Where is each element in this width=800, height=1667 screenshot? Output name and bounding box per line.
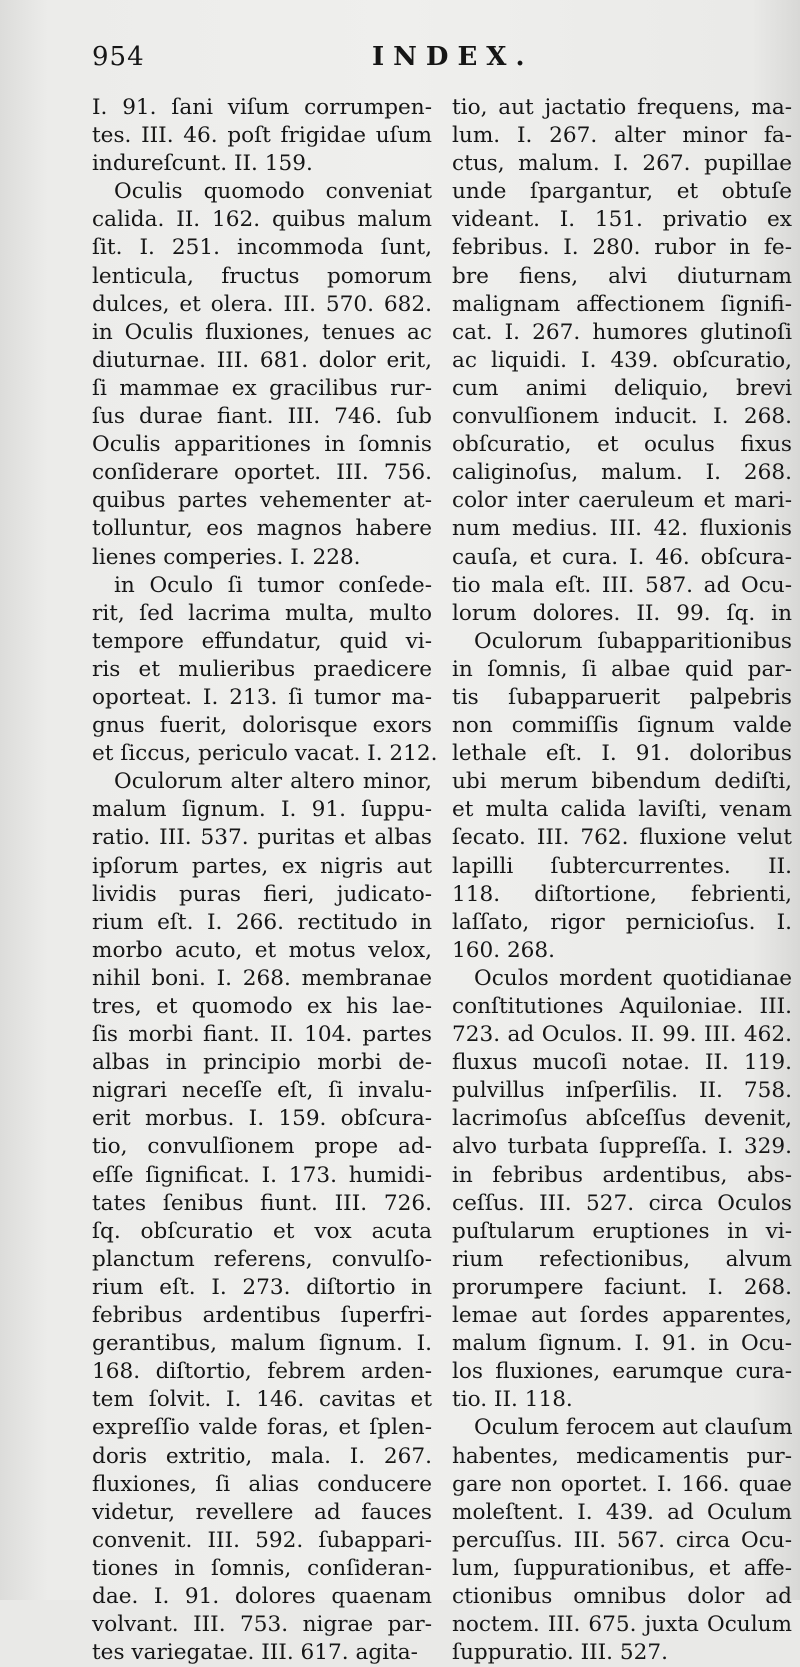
index-line: calida. II. 162. quibus malum xyxy=(92,207,432,233)
index-line: Oculis quomodo conveniat xyxy=(114,179,432,205)
index-line: rium eſt. I. 266. rectitudo in xyxy=(92,909,432,935)
index-line: unde ſpargantur, et obtuſe xyxy=(452,179,792,205)
running-head: INDEX. xyxy=(372,42,534,72)
index-line: tio. II. 118. xyxy=(452,1387,573,1413)
index-line: noctem. III. 675. juxta Oculum xyxy=(452,1612,792,1638)
index-line: planctum referens, convulſo- xyxy=(92,1246,432,1272)
index-columns xyxy=(92,94,793,1666)
index-line: videtur, revellere ad fauces xyxy=(92,1499,432,1525)
index-line: pulvillus inſperſilis. II. 758. xyxy=(452,1078,792,1104)
index-line: lividis puras fieri, judicato- xyxy=(92,881,432,907)
index-line: morbo acuto, et motus velox, xyxy=(92,937,432,963)
index-line: nigrari neceſſe eſt, ſi invalu- xyxy=(92,1078,432,1104)
index-line: gerantibus, malum ſignum. I. xyxy=(92,1331,432,1357)
index-line: tio mala eſt. III. 587. ad Ocu- xyxy=(452,572,792,598)
index-line: color inter caeruleum et mari- xyxy=(452,488,792,514)
index-line: malignam affectionem ſignifi- xyxy=(452,291,792,317)
index-line: lemae aut ſordes apparentes, xyxy=(452,1303,792,1329)
index-line: dulces, et olera. III. 570. 682. xyxy=(92,291,432,317)
index-line: in ſomnis, ſi albae quid par- xyxy=(452,656,792,682)
index-line: tates ſenibus fiunt. III. 726. xyxy=(92,1190,432,1216)
index-line: tes. III. 46. poſt frigidae uſum xyxy=(92,123,432,149)
index-line: lienes comperies. I. 228. xyxy=(92,544,361,570)
index-line: eſſe ſignificat. I. 173. humidi- xyxy=(92,1162,432,1188)
index-line: ſit. I. 251. incommoda ſunt, xyxy=(92,235,432,261)
index-line: Oculum ferocem aut clauſum xyxy=(474,1415,793,1441)
index-line: rium eſt. I. 273. diſtortio in xyxy=(92,1274,432,1300)
index-line: albas in principio morbi de- xyxy=(92,1050,432,1076)
index-line: lethale eſt. I. 91. doloribus xyxy=(452,741,792,767)
index-line: cat. I. 267. humores glutinoſi xyxy=(452,319,792,345)
index-line: ris et mulieribus praedicere xyxy=(92,656,432,682)
index-line: ſi mammae ex gracilibus rur- xyxy=(92,375,432,401)
index-line: tolluntur, eos magnos habere xyxy=(92,516,432,542)
index-line: erit morbus. I. 159. obſcura- xyxy=(92,1106,432,1132)
index-line: rit, ſed lacrima multa, multo xyxy=(92,600,432,626)
index-line: Oculos mordent quotidianae xyxy=(474,965,792,991)
index-line: conſtitutiones Aquiloniae. III. xyxy=(452,994,792,1019)
index-line: in Oculo ſi tumor conſede- xyxy=(114,572,432,598)
index-line: oporteat. I. 213. ſi tumor ma- xyxy=(92,684,432,710)
index-line: malum ſignum. I. 91. in Ocu- xyxy=(452,1331,792,1357)
index-line: Oculis apparitiones in ſomnis xyxy=(92,432,432,458)
index-line: expreſſio valde foras, et ſplen- xyxy=(92,1415,432,1441)
index-line: gnus fuerit, dolorisque exors xyxy=(92,713,432,739)
index-line: ratio. III. 537. puritas et albas xyxy=(92,825,432,851)
index-line: quibus partes vehementer at- xyxy=(92,488,432,514)
index-line: gare non oportet. I. 166. quae xyxy=(452,1471,792,1497)
index-line: percuſſus. III. 567. circa Ocu- xyxy=(452,1527,792,1553)
index-line: ctionibus omnibus dolor ad xyxy=(452,1583,792,1609)
index-line: alvo turbata ſuppreſſa. I. 329. xyxy=(452,1134,792,1160)
index-column-right xyxy=(452,94,792,1667)
index-line: ubi merum bibendum dediſti, xyxy=(452,769,792,795)
index-line: rium refectionibus, alvum xyxy=(452,1246,792,1272)
index-line: lorum dolores. II. 99. ſq. in xyxy=(452,600,792,626)
index-line: convenit. III. 592. ſubappari- xyxy=(92,1527,432,1553)
index-line: num medius. III. 42. fluxionis xyxy=(452,516,792,542)
index-line: cauſa, et cura. I. 46. obſcura- xyxy=(452,544,792,570)
index-line: 723. ad Oculos. II. 99. III. 462. xyxy=(452,1022,792,1048)
index-line: nihil boni. I. 268. membranae xyxy=(92,965,432,991)
index-line: tes variegatae. III. 617. agita- xyxy=(92,1640,418,1666)
index-line: ac liquidi. I. 439. obſcuratio, xyxy=(452,347,792,373)
index-line: habentes, medicamentis pur- xyxy=(452,1443,792,1469)
index-line: tio, convulſionem prope ad- xyxy=(92,1134,432,1160)
index-line: tiones in ſomnis, conſideran- xyxy=(92,1555,432,1581)
index-line: tempore effundatur, quid vi- xyxy=(92,628,432,654)
index-line: doris extritio, mala. I. 267. xyxy=(92,1443,432,1469)
index-line: malum ſignum. I. 91. ſuppu- xyxy=(92,797,432,823)
index-line: ceſſus. III. 527. circa Oculos xyxy=(452,1190,792,1216)
index-line: ſq. obſcuratio et vox acuta xyxy=(92,1218,432,1244)
page-number: 954 xyxy=(92,42,145,72)
index-line: ipſorum partes, ex nigris aut xyxy=(92,853,432,879)
index-line: tem ſolvit. I. 146. cavitas et xyxy=(92,1387,432,1413)
index-line: febribus. I. 280. rubor in fe- xyxy=(452,235,792,261)
index-line: obſcuratio, et oculus fixus xyxy=(452,432,792,458)
index-line: moleſtent. I. 439. ad Oculum xyxy=(452,1499,792,1525)
index-line: Oculorum ſubapparitionibus xyxy=(474,628,792,654)
index-line: lenticula, fructus pomorum xyxy=(92,263,432,289)
index-line: laſſato, rigor pernicioſus. I. xyxy=(452,909,792,935)
index-line: tio, aut jactatio frequens, ma- xyxy=(452,95,792,120)
index-line: tis ſubapparuerit palpebris xyxy=(452,684,792,710)
index-line: non commiſſis ſignum valde xyxy=(452,713,792,739)
index-line: ſus durae fiant. III. 746. ſub xyxy=(92,404,432,430)
page-header xyxy=(92,42,780,78)
index-line: fluxiones, ſi alias conducere xyxy=(92,1471,432,1497)
index-line: dae. I. 91. dolores quaenam xyxy=(92,1583,432,1609)
index-line: indureſcunt. II. 159. xyxy=(92,151,313,177)
index-line: 118. diſtortione, febrienti, xyxy=(452,881,792,907)
index-line: I. 91. ſani viſum corrumpen- xyxy=(92,95,432,120)
index-line: fluxus mucoſi notae. II. 119. xyxy=(452,1050,792,1076)
index-line: in febribus ardentibus, abs- xyxy=(452,1162,792,1188)
index-line: lacrimoſus abſceſſus devenit, xyxy=(452,1106,792,1132)
index-line: Oculorum alter altero minor, xyxy=(114,769,432,795)
index-line: conſiderare oportet. III. 756. xyxy=(92,460,432,486)
index-line: tres, et quomodo ex his lae- xyxy=(92,994,432,1019)
index-line: febribus ardentibus ſuperfri- xyxy=(92,1303,432,1329)
index-line: puſtularum eruptiones in vi- xyxy=(452,1218,792,1244)
index-line: 168. diſtortio, febrem arden- xyxy=(92,1359,432,1385)
index-line: lapilli ſubtercurrentes. II. xyxy=(452,853,792,879)
index-line: ſis morbi fiant. II. 104. partes xyxy=(92,1022,432,1048)
index-column-left xyxy=(92,94,438,1667)
index-line: los fluxiones, earumque cura- xyxy=(452,1359,792,1385)
index-line: ſuppuratio. III. 527. xyxy=(452,1640,668,1666)
index-line: diuturnae. III. 681. dolor erit, xyxy=(92,347,432,373)
index-line: ſecato. III. 762. fluxione velut xyxy=(452,825,792,851)
index-line: lum. I. 267. alter minor fa- xyxy=(452,123,792,149)
index-line: bre fiens, alvi diuturnam xyxy=(452,263,792,289)
index-line: prorumpere faciunt. I. 268. xyxy=(452,1274,792,1300)
index-line: in Oculis fluxiones, tenues ac xyxy=(92,319,432,345)
index-line: lum, ſuppurationibus, et affe- xyxy=(452,1555,792,1581)
index-line: cum animi deliquio, brevi xyxy=(452,375,792,401)
index-line: et multa calida laviſti, venam xyxy=(452,797,792,823)
index-line: convulſionem inducit. I. 268. xyxy=(452,404,792,430)
index-line: videant. I. 151. privatio ex xyxy=(452,207,792,233)
index-line: ctus, malum. I. 267. pupillae xyxy=(452,151,792,177)
index-line: volvant. III. 753. nigrae par- xyxy=(92,1612,432,1638)
index-line: caliginoſus, malum. I. 268. xyxy=(452,460,792,486)
index-line: 160. 268. xyxy=(452,937,556,963)
index-line: et ſiccus, periculo vacat. I. 212. xyxy=(92,741,438,767)
